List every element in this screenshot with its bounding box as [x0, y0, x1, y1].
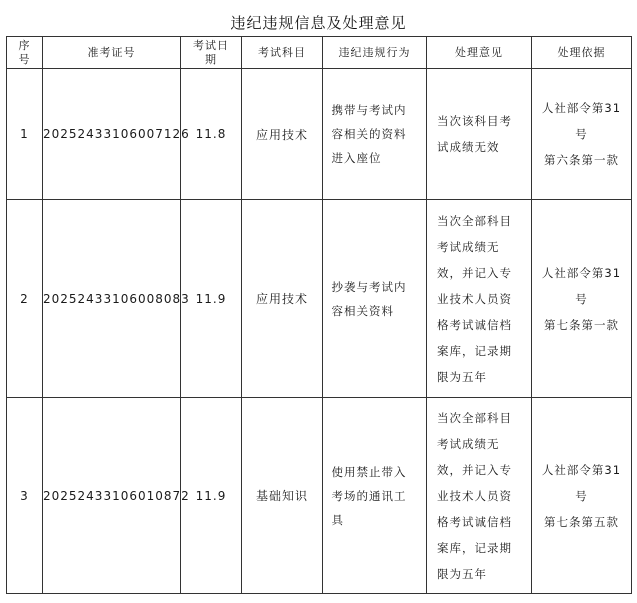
cell-ticket: 20252433106008083 [43, 200, 181, 398]
header-violation: 违纪违规行为 [323, 37, 427, 69]
cell-seq: 1 [7, 69, 43, 200]
cell-violation: 使用禁止带入考场的通讯工具 [323, 398, 427, 594]
cell-ticket: 20252433106010872 [43, 398, 181, 594]
header-opinion: 处理意见 [427, 37, 532, 69]
table-row [7, 398, 632, 594]
table-row [7, 200, 632, 398]
cell-ticket: 20252433106007126 [43, 69, 181, 200]
cell-subject: 应用技术 [242, 200, 323, 398]
cell-violation: 抄袭与考试内容相关资料 [323, 200, 427, 398]
cell-basis: 人社部令第31号 第七条第五款 [532, 398, 632, 594]
cell-opinion: 当次该科目考试成绩无效 [427, 69, 532, 200]
header-subject: 考试科目 [242, 37, 323, 69]
violations-table [6, 36, 632, 594]
cell-seq: 3 [7, 398, 43, 594]
cell-violation: 携带与考试内容相关的资料进入座位 [323, 69, 427, 200]
cell-date: 11.9 [181, 398, 242, 594]
header-seq: 序号 [7, 37, 43, 69]
cell-opinion: 当次全部科目考试成绩无效，并记入专业技术人员资格考试诚信档案库，记录期限为五年 [427, 398, 532, 594]
cell-basis: 人社部令第31号 第六条第一款 [532, 69, 632, 200]
header-date: 考试日期 [181, 37, 242, 69]
header-basis: 处理依据 [532, 37, 632, 69]
cell-subject: 基础知识 [242, 398, 323, 594]
cell-date: 11.9 [181, 200, 242, 398]
cell-basis: 人社部令第31号 第七条第一款 [532, 200, 632, 398]
table-header-row [7, 37, 632, 69]
header-ticket: 准考证号 [43, 37, 181, 69]
cell-date: 11.8 [181, 69, 242, 200]
document-title: 违纪违规信息及处理意见 [230, 14, 407, 32]
cell-opinion: 当次全部科目考试成绩无效，并记入专业技术人员资格考试诚信档案库，记录期限为五年 [427, 200, 532, 398]
cell-subject: 应用技术 [242, 69, 323, 200]
table-row [7, 69, 632, 200]
cell-seq: 2 [7, 200, 43, 398]
